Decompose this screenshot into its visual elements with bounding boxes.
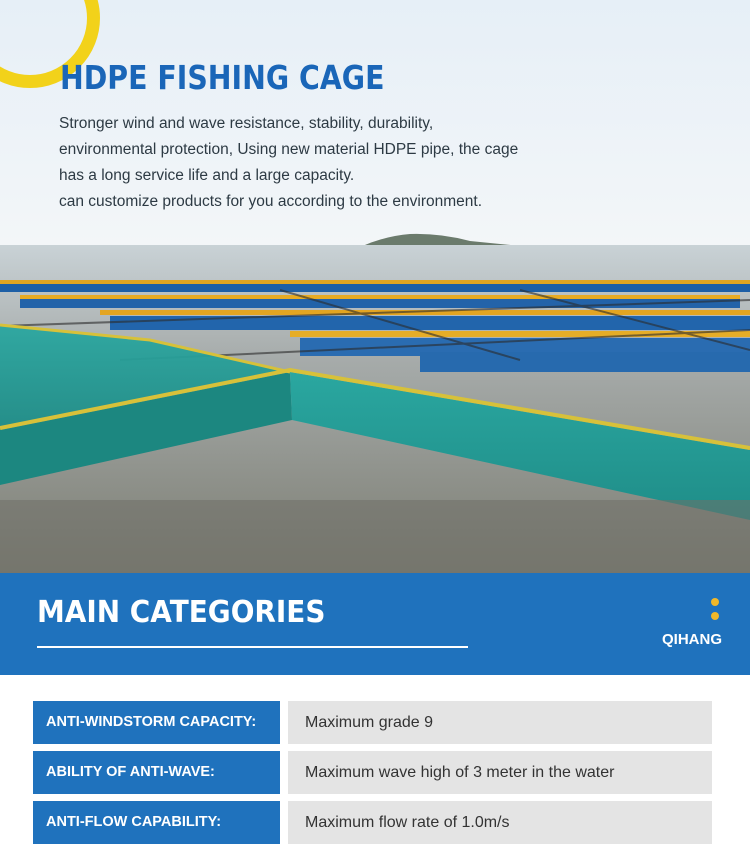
description-line: environmental protection, Using new material HDPE pipe, the cage (59, 141, 519, 158)
spec-row (33, 801, 712, 844)
categories-banner (0, 573, 750, 675)
title-underline (37, 646, 468, 648)
spec-label: ANTI-WINDSTORM CAPACITY: (33, 701, 280, 744)
brand-logo: QIHANG (662, 631, 722, 648)
description-line: Stronger wind and wave resistance, stability, durability, (59, 115, 434, 132)
description-line: has a long service life and a large capacity. (59, 167, 355, 184)
spec-value: Maximum grade 9 (288, 701, 712, 744)
brand-dots-icon (710, 598, 722, 620)
hero-description (59, 111, 619, 215)
spec-label: ABILITY OF ANTI-WAVE: (33, 751, 280, 794)
description-line: can customize products for you according to the environment. (59, 193, 483, 210)
spec-value: Maximum flow rate of 1.0m/s (288, 801, 712, 844)
spec-row (33, 701, 712, 744)
spec-value: Maximum wave high of 3 meter in the water (288, 751, 712, 794)
page-title: HDPE FISHING CAGE (60, 58, 385, 97)
section-title: MAIN CATEGORIES (37, 595, 326, 630)
spec-label: ANTI-FLOW CAPABILITY: (33, 801, 280, 844)
spec-row (33, 751, 712, 794)
